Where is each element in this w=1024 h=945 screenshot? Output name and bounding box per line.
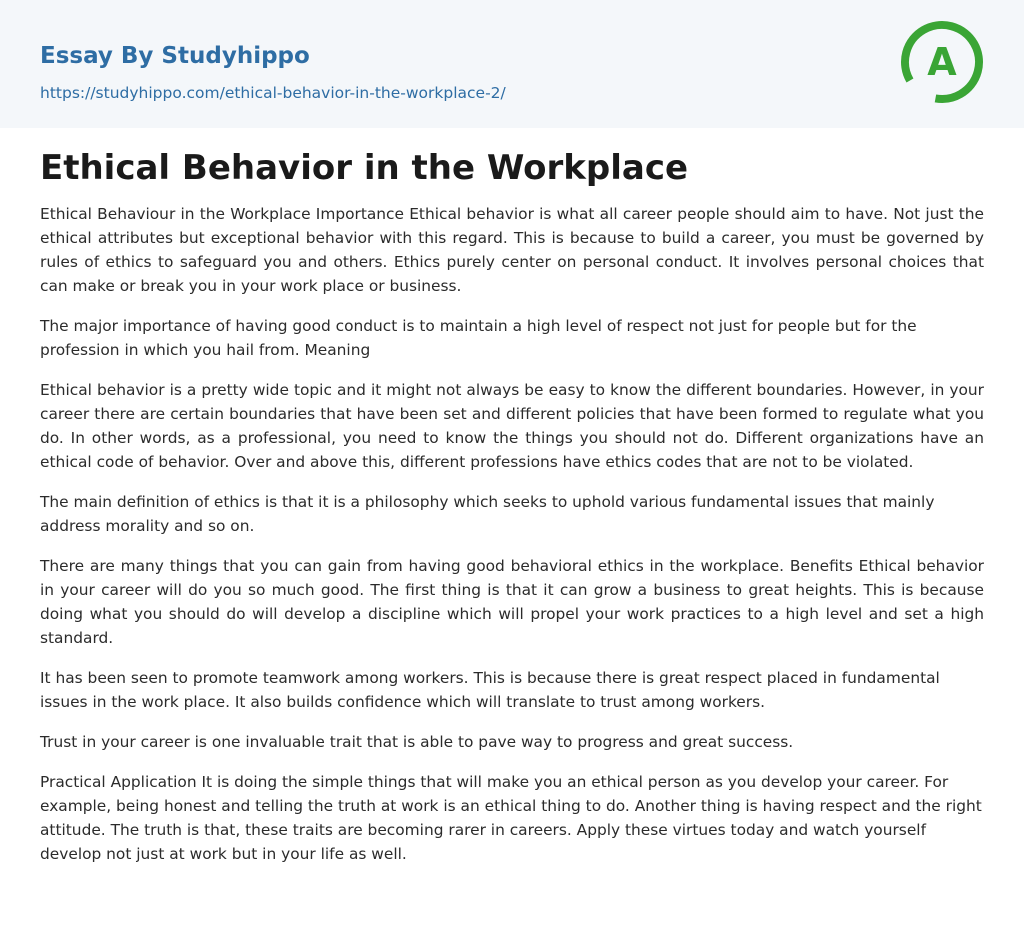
paragraph-3: Ethical behavior is a pretty wide topic and it might not always be easy to know the different boundaries. However, in your career there are certain boundaries that have been set and different policies that have been formed to regulate what you do. In other words, as a professional, you need to know the things you should not do. Different organizations have an ethical code of behavior. Over and above this, different professions have ethics codes that are not to be violated. (40, 381, 984, 471)
paragraph-7: Trust in your career is one invaluable trait that is able to pave way to progress and great success. (40, 733, 794, 751)
brand-title: Essay By Studyhippo (40, 43, 310, 69)
page-header (0, 0, 1024, 128)
paragraph-6: It has been seen to promote teamwork among workers. This is because there is great respect placed in fundamental issues in the work place. It also builds confidence which will translate to trust among workers. (40, 669, 940, 711)
essay-url-link[interactable]: https://studyhippo.com/ethical-behavior-in-the-workplace-2/ (40, 84, 506, 102)
paragraph-8: Practical Application It is doing the simple things that will make you an ethical person as you develop your career. For example, being honest and telling the truth at work is an ethical thing to do. Another thing is having respect and the right attitude. The truth is that, these traits are becoming rarer in careers. Apply these virtues today and watch yourself develop not just at work but in your life as well. (40, 773, 982, 863)
paragraph-5: There are many things that you can gain from having good behavioral ethics in the workplace. Benefits Ethical behavior in your career will do you so much good. The first thing is that it can grow a business to great heights. This is because doing what you should do will develop a discipline which will propel your work practices to a high level and set a high standard. (40, 557, 984, 647)
logo-letter: A (927, 40, 957, 84)
article (0, 146, 1024, 866)
paragraph-4: The main definition of ethics is that it is a philosophy which seeks to uphold various fundamental issues that mainly address morality and so on. (40, 493, 935, 535)
studyhippo-logo[interactable] (900, 20, 984, 104)
paragraph-2: The major importance of having good conduct is to maintain a high level of respect not just for people but for the profession in which you hail from. Meaning (40, 317, 917, 359)
paragraph-1: Ethical Behaviour in the Workplace Importance Ethical behavior is what all career people should aim to have. Not just the ethical attributes but exceptional behavior with this regard. This is because to build a career, you must be governed by rules of ethics to safeguard you and others. Ethics purely center on personal conduct. It involves personal choices that can make or break you in your work place or business. (40, 205, 984, 295)
page-title: Ethical Behavior in the Workplace (40, 148, 689, 188)
